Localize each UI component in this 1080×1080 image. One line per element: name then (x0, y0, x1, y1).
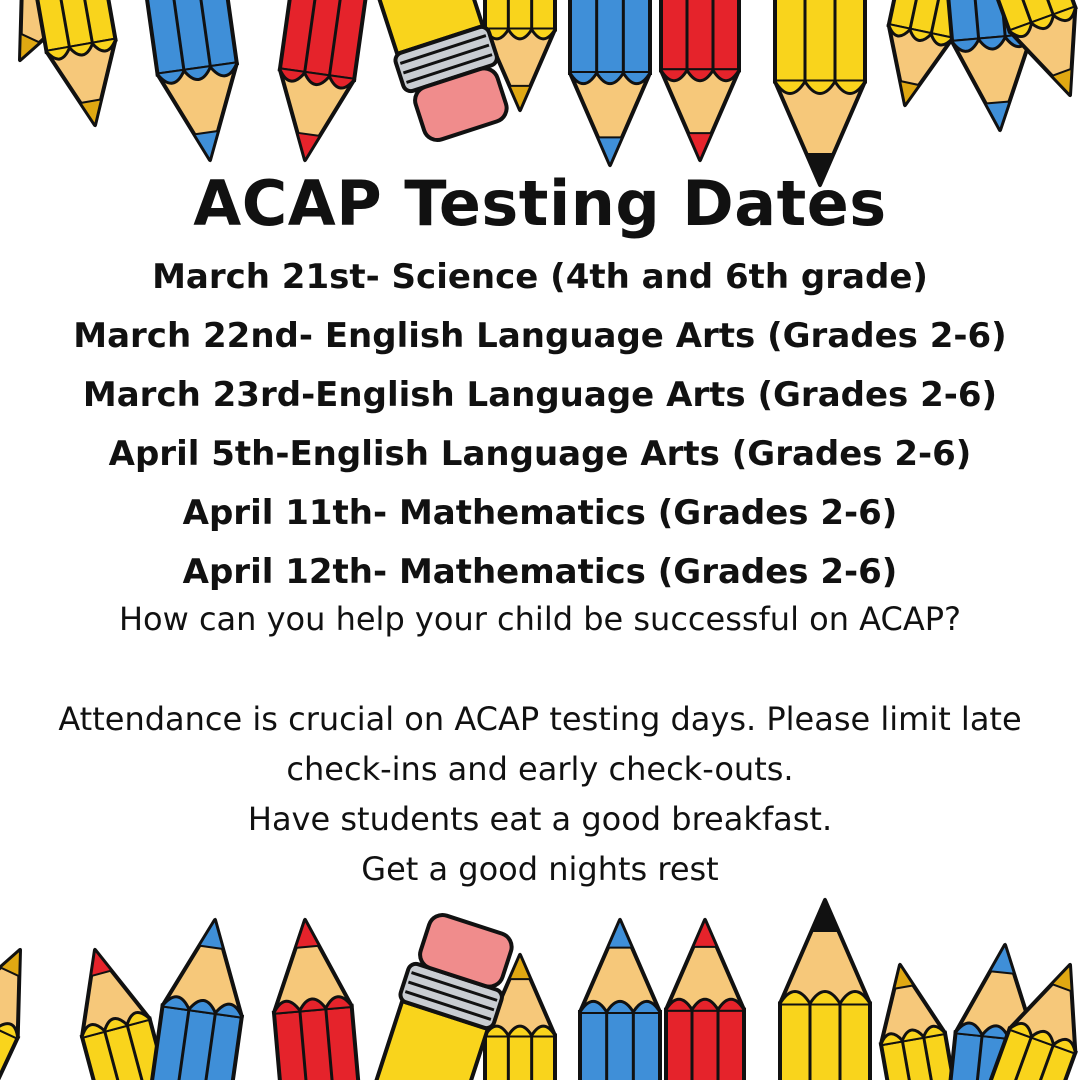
date-item: March 21st- Science (4th and 6th grade) (152, 257, 928, 297)
pencil-icon (140, 0, 250, 166)
date-item: April 12th- Mathematics (Grades 2-6) (182, 552, 898, 592)
pencil-icon (268, 0, 373, 165)
pencil-icon (0, 935, 52, 1080)
date-item: March 23rd-English Language Arts (Grades 2-6) (82, 375, 998, 415)
pencil-icon (570, 0, 650, 165)
pencil-icon (266, 917, 361, 1080)
tip-line: Have students eat a good breakfast. (247, 800, 833, 838)
pencil-border-bottom (0, 895, 1080, 1080)
tip-line: Attendance is crucial on ACAP testing days. Please limit late (58, 700, 1022, 738)
help-question: How can you help your child be successful on ACAP? (118, 600, 962, 638)
date-item: April 11th- Mathematics (Grades 2-6) (182, 493, 898, 533)
pencil-icon (666, 920, 744, 1080)
date-item: March 22nd- English Language Arts (Grades 2-6) (73, 316, 1007, 356)
flyer-content (0, 160, 1080, 894)
tip-line: check-ins and early check-outs. (286, 750, 794, 788)
tip-line: Get a good nights rest (361, 850, 719, 888)
testing-dates-list (0, 248, 1080, 602)
pencil-icon (780, 900, 870, 1080)
pencil-icon (661, 0, 739, 160)
pencil-icon (148, 914, 255, 1080)
pencil-icon (580, 920, 660, 1080)
pencil-icon (26, 0, 130, 131)
date-item: April 5th-English Language Arts (Grades 2-6) (108, 434, 972, 474)
pencil-icon (868, 959, 958, 1080)
page-title: ACAP Testing Dates (193, 167, 887, 240)
pencil-icon (775, 0, 865, 185)
